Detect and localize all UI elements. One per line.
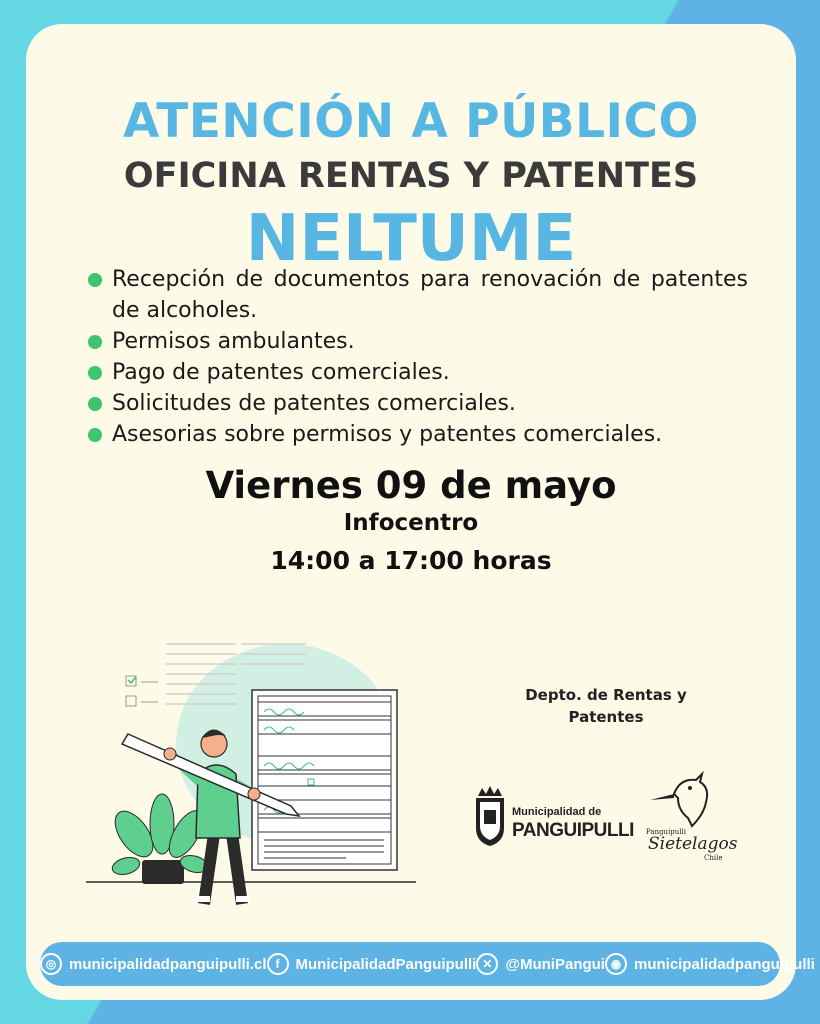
footer-facebook-link[interactable] [267,953,477,975]
flyer-card [26,24,815,1000]
shield-icon [472,784,508,850]
services-list [88,264,748,450]
department-line-1: Depto. de Rentas y [525,686,687,704]
muni-big-text: PANGUIPULLI [512,820,634,841]
title-line-2: OFICINA RENTAS Y PATENTES [123,156,699,196]
event-date: Viernes 09 de mayo [205,464,617,507]
title-line-3: NELTUME [245,202,577,276]
footer-instagram-label: municipalidadpanguipulli [633,955,815,973]
instagram-icon: ◉ [605,953,627,975]
sietelagos-main-text: Sietelagos [648,834,738,854]
footer-x-label: @MuniPangui [505,955,605,973]
event-hours: 14:00 a 17:00 horas [270,546,552,575]
list-item: Solicitudes de patentes comerciales. [88,388,748,419]
social-footer [40,942,815,986]
web-icon: ◎ [40,953,62,975]
department-line-2: Patentes [568,708,644,726]
department-label [496,684,716,728]
footer-instagram-link[interactable] [605,953,815,975]
sietelagos-sub-text: Panguipulli [646,828,687,836]
sietelagos-country-text: Chile [704,854,723,862]
kingfisher-bird-icon [644,772,734,832]
list-item: Pago de patentes comerciales. [88,357,748,388]
person-with-pencil-illustration [86,634,416,894]
title-line-1: ATENCIÓN A PÚBLICO [123,94,699,149]
muni-small-text: Municipalidad de [512,806,602,818]
list-item: Asesorias sobre permisos y patentes comerciales. [88,419,748,450]
footer-web-link[interactable] [40,953,267,975]
event-place: Infocentro [343,510,479,536]
facebook-icon: f [267,953,289,975]
list-item: Permisos ambulantes. [88,326,748,357]
list-item: Recepción de documentos para renovación de patentes de alcoholes. [88,264,748,326]
footer-x-link[interactable] [476,953,605,975]
municipality-logo [472,784,632,850]
footer-web-label: municipalidadpanguipulli.cl [69,955,267,973]
sietelagos-logo [644,772,738,867]
footer-facebook-label: MunicipalidadPanguipulli [295,955,477,973]
x-icon: ✕ [476,953,498,975]
